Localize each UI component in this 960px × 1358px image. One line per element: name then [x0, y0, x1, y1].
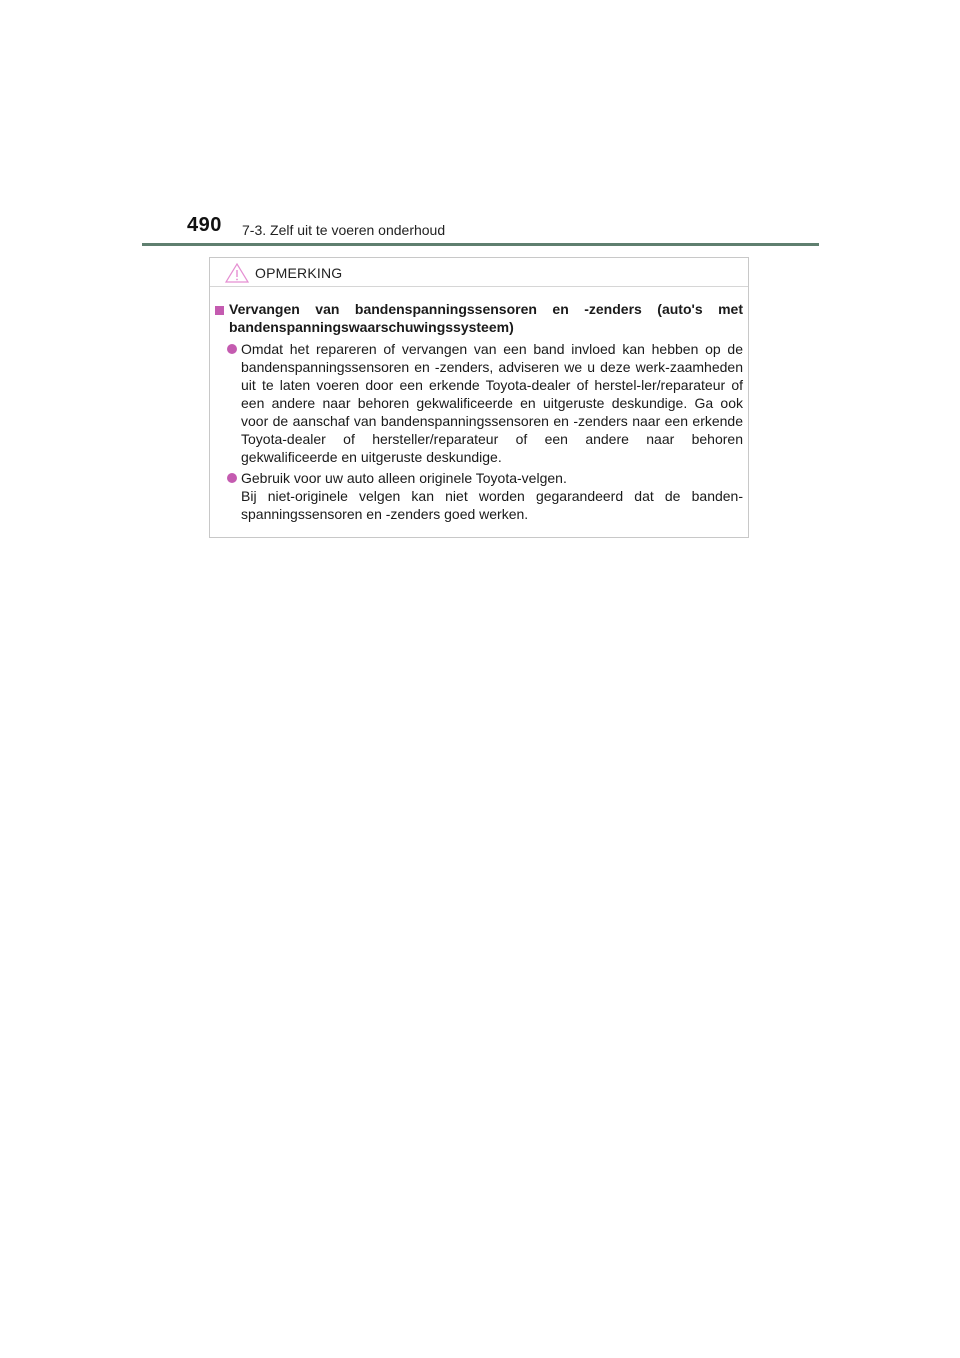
warning-triangle-icon	[225, 263, 249, 283]
notice-header	[225, 263, 342, 283]
list-item-text	[241, 469, 743, 523]
list-item-text	[241, 340, 743, 466]
circle-bullet-icon	[227, 473, 237, 483]
notice-title: OPMERKING	[255, 265, 343, 281]
list-item	[227, 340, 743, 466]
paragraph: Bij niet-originele velgen kan niet worden gegarandeerd dat de banden-spanningssensoren en -zenders goed werken.	[241, 488, 743, 522]
square-bullet-icon	[215, 306, 224, 315]
topic-heading: Vervangen van bandenspanningssensoren en -zenders (auto's met bandenspanningswaarschuwingssysteem)	[229, 301, 743, 335]
circle-bullet-icon	[227, 344, 237, 354]
header-rule	[142, 243, 819, 246]
notice-header-rule	[210, 286, 748, 287]
notice-topic	[215, 300, 743, 336]
section-title: 7-3. Zelf uit te voeren onderhoud	[242, 222, 446, 238]
paragraph: Gebruik voor uw auto alleen originele Toyota-velgen.	[241, 470, 567, 486]
page-number: 490	[187, 214, 222, 236]
paragraph: Omdat het repareren of vervangen van een band invloed kan hebben op de bandenspanningssensoren en -zenders, adviseren we u deze werk-zaamheden uit te laten voeren door een erkende Toyota-dealer of herstel-ler/reparateur of een andere naar behoren gekwalificeerde en uitgeruste deskundige. Ga ook voor de aanschaf van bandenspanningssensoren en -zenders naar een erkende Toyota-dealer of hersteller/reparateur of een andere naar behoren gekwalificeerde en uitgeruste deskundige.	[241, 341, 743, 465]
notice-box	[209, 257, 749, 538]
list-item	[227, 469, 743, 523]
